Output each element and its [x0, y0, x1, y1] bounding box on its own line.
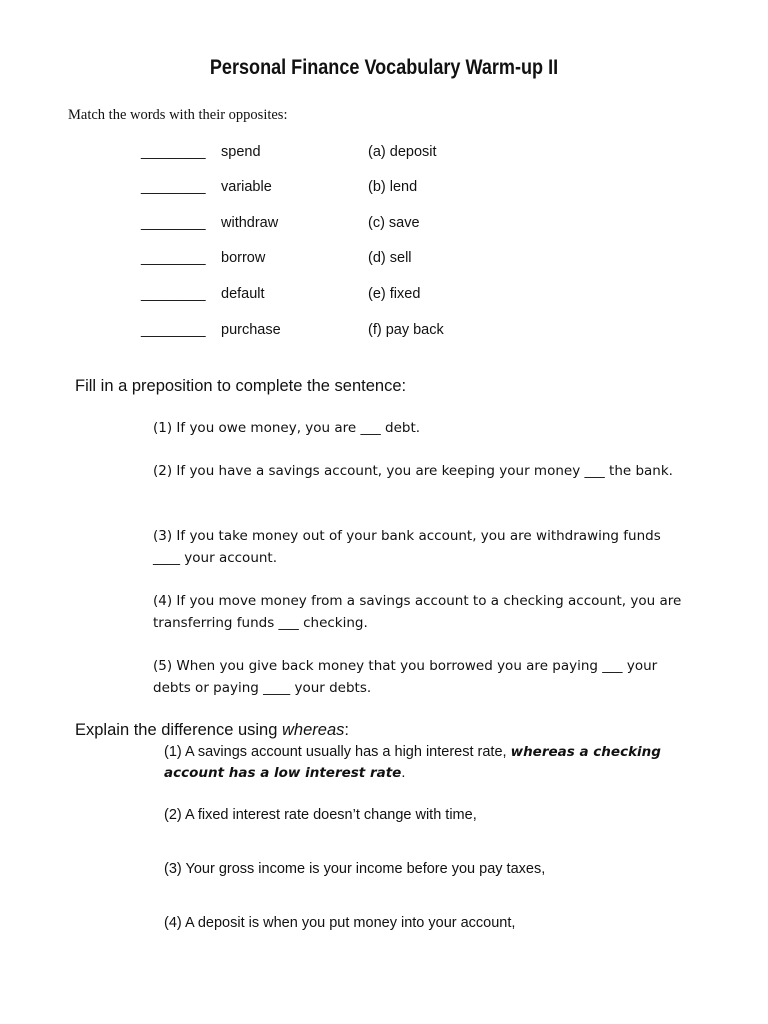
whereas-item: [164, 742, 684, 784]
match-option: (f) pay back: [368, 322, 444, 338]
match-option: (b) lend: [368, 179, 418, 195]
match-word: purchase: [221, 322, 281, 338]
whereas-item-text: (1) A savings account usually has a high interest rate,: [164, 744, 511, 760]
match-option: (d) sell: [368, 250, 412, 266]
match-option: (c) save: [368, 215, 420, 231]
match-option: (e) fixed: [368, 286, 421, 302]
page-title: Personal Finance Vocabulary Warm-up II: [209, 56, 559, 79]
whereas-heading-suffix: :: [344, 721, 349, 739]
match-word: withdraw: [221, 215, 279, 231]
whereas-example-answer: whereas a checking account has a low interest rate: [164, 744, 661, 781]
whereas-item: [164, 859, 684, 880]
answer-blank[interactable]: ________: [141, 179, 206, 195]
answer-blank[interactable]: ________: [141, 144, 206, 160]
match-word: spend: [221, 144, 261, 160]
whereas-item-text: (2) A fixed interest rate doesn’t change with time,: [164, 807, 477, 823]
whereas-heading-keyword: whereas: [282, 721, 345, 739]
match-word: borrow: [221, 250, 266, 266]
whereas-heading: [75, 721, 349, 740]
whereas-item-end: .: [401, 765, 406, 781]
preposition-question: (3) If you take money out of your bank account, you are withdrawing funds ____ your account.: [153, 528, 661, 566]
preposition-question: (5) When you give back money that you borrowed you are paying ___ your debts or paying ____ your debts.: [153, 658, 658, 696]
whereas-item-text: (4) A deposit is when you put money into your account,: [164, 915, 516, 931]
preposition-heading: Fill in a preposition to complete the sentence:: [75, 377, 407, 395]
answer-blank[interactable]: ________: [141, 250, 206, 266]
matching-instructions: Match the words with their opposites:: [68, 107, 288, 123]
whereas-item: [164, 913, 684, 934]
preposition-question: (4) If you move money from a savings account to a checking account, you are transferring funds ___ checking.: [153, 593, 682, 631]
answer-blank[interactable]: ________: [141, 286, 206, 302]
answer-blank[interactable]: ________: [141, 322, 206, 338]
answer-blank[interactable]: ________: [141, 215, 206, 231]
whereas-item-text: (3) Your gross income is your income before you pay taxes,: [164, 861, 546, 877]
preposition-question: (1) If you owe money, you are ___ debt.: [153, 420, 421, 436]
preposition-question: (2) If you have a savings account, you are keeping your money ___ the bank.: [153, 463, 673, 479]
match-word: default: [221, 286, 265, 302]
whereas-item: [164, 805, 684, 826]
whereas-heading-prefix: Explain the difference using: [75, 721, 282, 739]
match-word: variable: [221, 179, 272, 195]
match-option: (a) deposit: [368, 144, 437, 160]
